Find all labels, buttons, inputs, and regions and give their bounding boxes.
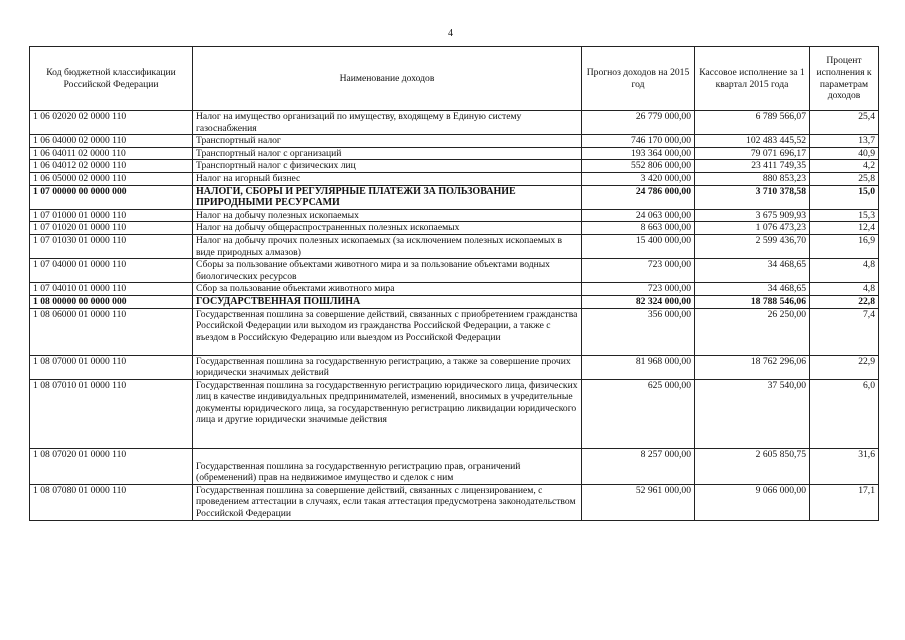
table-row: [30, 222, 879, 235]
header-percent: Процент исполнения к параметрам доходов: [810, 47, 879, 111]
cell-code: 1 06 04012 02 0000 110: [30, 160, 193, 173]
cell-percent: 6,0: [810, 379, 879, 448]
cell-code: 1 07 01020 01 0000 110: [30, 222, 193, 235]
table-row: [30, 484, 879, 520]
table-header-row: [30, 47, 879, 111]
cell-execution: 1 076 473,23: [695, 222, 810, 235]
table-row: [30, 160, 879, 173]
table-row: [30, 283, 879, 296]
cell-code: 1 06 04011 02 0000 110: [30, 147, 193, 160]
cell-execution: 18 788 546,06: [695, 295, 810, 308]
table-row-section: [30, 185, 879, 209]
cell-code: 1 06 05000 02 0000 110: [30, 172, 193, 185]
cell-name: Транспортный налог с физических лиц: [193, 160, 582, 173]
cell-execution: 880 853,23: [695, 172, 810, 185]
table-row: [30, 147, 879, 160]
cell-execution: 9 066 000,00: [695, 484, 810, 520]
cell-name: Сборы за пользование объектами животного мира и за пользование объектами водных биологических ресурсов: [193, 259, 582, 283]
cell-execution: 3 675 909,93: [695, 209, 810, 222]
cell-percent: 7,4: [810, 308, 879, 355]
cell-code: 1 07 01000 01 0000 110: [30, 209, 193, 222]
cell-forecast: 8 663 000,00: [582, 222, 695, 235]
cell-name: Налог на игорный бизнес: [193, 172, 582, 185]
cell-name: Сбор за пользование объектами животного мира: [193, 283, 582, 296]
cell-percent: 22,8: [810, 295, 879, 308]
cell-name: Налог на добычу общераспространенных полезных ископаемых: [193, 222, 582, 235]
cell-percent: 4,8: [810, 259, 879, 283]
table-row: [30, 135, 879, 148]
cell-name: Государственная пошлина за государственную регистрацию юридического лица, физических лиц в качестве индивидуальных предпринимателей, изменений, вносимых в учредительные документы юридического лица, за государственную регистрацию ликвидации юридического лица и другие юридически значимые действия: [193, 379, 582, 448]
cell-name: ГОСУДАРСТВЕННАЯ ПОШЛИНА: [193, 295, 582, 308]
cell-execution: 2 605 850,75: [695, 448, 810, 484]
cell-name: Налог на добычу прочих полезных ископаемых (за исключением полезных ископаемых в виде природных алмазов): [193, 234, 582, 258]
table-row: [30, 259, 879, 283]
cell-code: 1 08 07020 01 0000 110: [30, 448, 193, 484]
cell-percent: 25,8: [810, 172, 879, 185]
cell-code: 1 08 07000 01 0000 110: [30, 355, 193, 379]
cell-code: 1 06 02020 02 0000 110: [30, 111, 193, 135]
table-row: [30, 448, 879, 484]
cell-execution: 34 468,65: [695, 283, 810, 296]
header-forecast: Прогноз доходов на 2015 год: [582, 47, 695, 111]
header-name: Наименование доходов: [193, 47, 582, 111]
revenue-table: [29, 46, 879, 521]
cell-execution: 3 710 378,58: [695, 185, 810, 209]
table-row: [30, 209, 879, 222]
cell-forecast: 3 420 000,00: [582, 172, 695, 185]
cell-name: Налог на имущество организаций по имуществу, входящему в Единую систему газоснабжения: [193, 111, 582, 135]
cell-code: 1 07 04000 01 0000 110: [30, 259, 193, 283]
cell-percent: 4,8: [810, 283, 879, 296]
table-row: [30, 308, 879, 355]
table-row: [30, 379, 879, 448]
cell-forecast: 24 063 000,00: [582, 209, 695, 222]
cell-execution: 23 411 749,35: [695, 160, 810, 173]
cell-forecast: 746 170 000,00: [582, 135, 695, 148]
cell-forecast: 723 000,00: [582, 283, 695, 296]
cell-percent: 25,4: [810, 111, 879, 135]
table-row-section: [30, 295, 879, 308]
header-execution: Кассовое исполнение за 1 квартал 2015 года: [695, 47, 810, 111]
cell-execution: 79 071 696,17: [695, 147, 810, 160]
cell-code: 1 08 07010 01 0000 110: [30, 379, 193, 448]
cell-percent: 13,7: [810, 135, 879, 148]
cell-name: Налог на добычу полезных ископаемых: [193, 209, 582, 222]
cell-forecast: 15 400 000,00: [582, 234, 695, 258]
cell-name: Транспортный налог: [193, 135, 582, 148]
cell-forecast: 24 786 000,00: [582, 185, 695, 209]
page-number: 4: [448, 28, 453, 39]
cell-forecast: 81 968 000,00: [582, 355, 695, 379]
cell-name: Государственная пошлина за государственную регистрацию прав, ограничений (обременений) прав на недвижимое имущество и сделок с ним: [193, 448, 582, 484]
header-code: Код бюджетной классификации Российской Федерации: [30, 47, 193, 111]
cell-percent: 12,4: [810, 222, 879, 235]
cell-forecast: 52 961 000,00: [582, 484, 695, 520]
cell-forecast: 723 000,00: [582, 259, 695, 283]
cell-forecast: 82 324 000,00: [582, 295, 695, 308]
cell-name: НАЛОГИ, СБОРЫ И РЕГУЛЯРНЫЕ ПЛАТЕЖИ ЗА ПОЛЬЗОВАНИЕ ПРИРОДНЫМИ РЕСУРСАМИ: [193, 185, 582, 209]
cell-code: 1 08 07080 01 0000 110: [30, 484, 193, 520]
cell-execution: 26 250,00: [695, 308, 810, 355]
cell-percent: 15,0: [810, 185, 879, 209]
cell-name: Государственная пошлина за совершение действий, связанных с приобретением гражданства Российской Федерации или выходом из гражданства Российской Федерации, а также с въездом в Российскую Федерацию или выездом из Российской Федерации: [193, 308, 582, 355]
cell-execution: 18 762 296,06: [695, 355, 810, 379]
cell-percent: 31,6: [810, 448, 879, 484]
cell-name: Государственная пошлина за государственную регистрацию, а также за совершение прочих юридически значимых действий: [193, 355, 582, 379]
cell-execution: 37 540,00: [695, 379, 810, 448]
cell-execution: 6 789 566,07: [695, 111, 810, 135]
cell-execution: 2 599 436,70: [695, 234, 810, 258]
cell-code: 1 06 04000 02 0000 110: [30, 135, 193, 148]
cell-percent: 40,9: [810, 147, 879, 160]
cell-forecast: 552 806 000,00: [582, 160, 695, 173]
cell-code: 1 07 00000 00 0000 000: [30, 185, 193, 209]
table-row: [30, 234, 879, 258]
cell-percent: 4,2: [810, 160, 879, 173]
cell-code: 1 08 00000 00 0000 000: [30, 295, 193, 308]
cell-forecast: 356 000,00: [582, 308, 695, 355]
cell-percent: 17,1: [810, 484, 879, 520]
cell-execution: 34 468,65: [695, 259, 810, 283]
cell-execution: 102 483 445,52: [695, 135, 810, 148]
cell-forecast: 26 779 000,00: [582, 111, 695, 135]
cell-percent: 16,9: [810, 234, 879, 258]
cell-code: 1 08 06000 01 0000 110: [30, 308, 193, 355]
cell-percent: 15,3: [810, 209, 879, 222]
cell-code: 1 07 01030 01 0000 110: [30, 234, 193, 258]
cell-forecast: 193 364 000,00: [582, 147, 695, 160]
table-row: [30, 355, 879, 379]
cell-forecast: 625 000,00: [582, 379, 695, 448]
cell-forecast: 8 257 000,00: [582, 448, 695, 484]
cell-name: Государственная пошлина за совершение действий, связанных с лицензированием, с проведением аттестации в случаях, если такая аттестация предусмотрена законодательством Российской Федерации: [193, 484, 582, 520]
cell-code: 1 07 04010 01 0000 110: [30, 283, 193, 296]
table-row: [30, 111, 879, 135]
cell-percent: 22,9: [810, 355, 879, 379]
table-row: [30, 172, 879, 185]
cell-name: Транспортный налог с организаций: [193, 147, 582, 160]
